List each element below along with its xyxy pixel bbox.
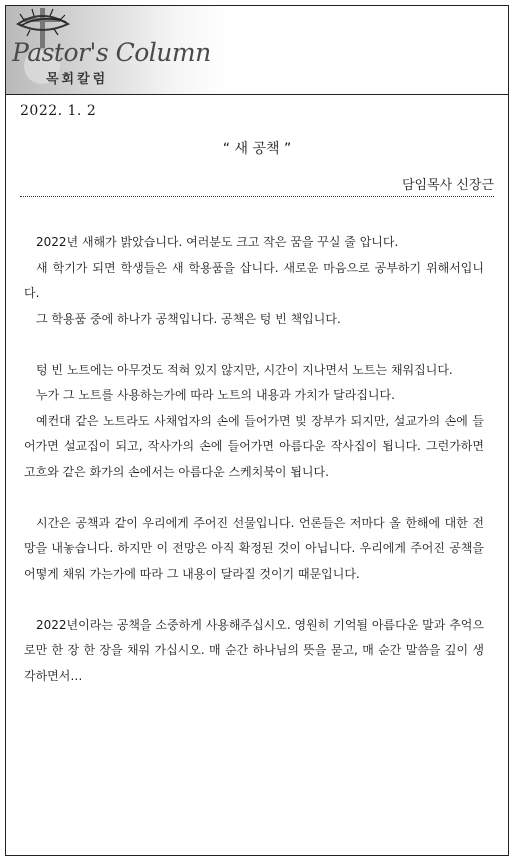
- column-header: [6, 6, 508, 95]
- article-body: [24, 230, 484, 689]
- paragraph: 시간은 공책과 같이 우리에게 주어진 선물입니다. 언론들은 저마다 올 한해에 대한 전망을 내놓습니다. 하지만 이 전망은 아직 확정된 것이 아닙니다. 우리에게 주어진 공책을 어떻게 채워 가는가에 따라 그 내용이 달라질 것이기 때문입니다.: [24, 515, 484, 581]
- paragraph: 텅 빈 노트에는 아무것도 적혀 있지 않지만, 시간이 지나면서 노트는 채워집니다.: [36, 362, 453, 377]
- logo-title: Pastor's Column: [12, 38, 211, 67]
- dotted-divider: [20, 196, 494, 197]
- paragraph: 2022년 새해가 밝았습니다. 여러분도 크고 작은 꿈을 꾸실 줄 압니다.: [36, 235, 399, 249]
- article-title: “ 새 공책 ”: [222, 141, 292, 157]
- paragraph-gap: [24, 332, 484, 358]
- paragraph: 새 학기가 되면 학생들은 새 학용품을 삽니다. 새로운 마음으로 공부하기 위해서입니다.: [24, 260, 484, 300]
- paragraph: 그 학용품 중에 하나가 공책입니다. 공책은 텅 빈 책입니다.: [36, 311, 341, 326]
- column-frame: [5, 5, 509, 856]
- column-date: 2022. 1. 2: [20, 103, 97, 119]
- paragraph: 누가 그 노트를 사용하는가에 따라 노트의 내용과 가치가 달라집니다.: [36, 388, 395, 402]
- article-author: 담임목사 신장근: [401, 178, 494, 193]
- paragraph-gap: [24, 485, 484, 511]
- logo-subtitle: 목회칼럼: [46, 72, 109, 87]
- pastors-column-logo: [6, 6, 226, 94]
- paragraph: 2022년이라는 공책을 소중하게 사용해주십시오. 영원히 기억될 아름다운 말과 추억으로만 한 장 한 장을 채워 가십시오. 매 순간 하나님의 뜻을 묻고, 매 순간 말씀을 깊이 생각하면서…: [24, 617, 484, 683]
- paragraph: 예컨대 같은 노트라도 사채업자의 손에 들어가면 빚 장부가 되지만, 설교가의 손에 들어가면 설교집이 되고, 작사가의 손에 들어가면 아름다운 작사집이 됩니다. 그런가하면 고흐와 같은 화가의 손에서는 아름다운 스케치북이 됩니다.: [24, 413, 484, 479]
- paragraph-gap: [24, 587, 484, 613]
